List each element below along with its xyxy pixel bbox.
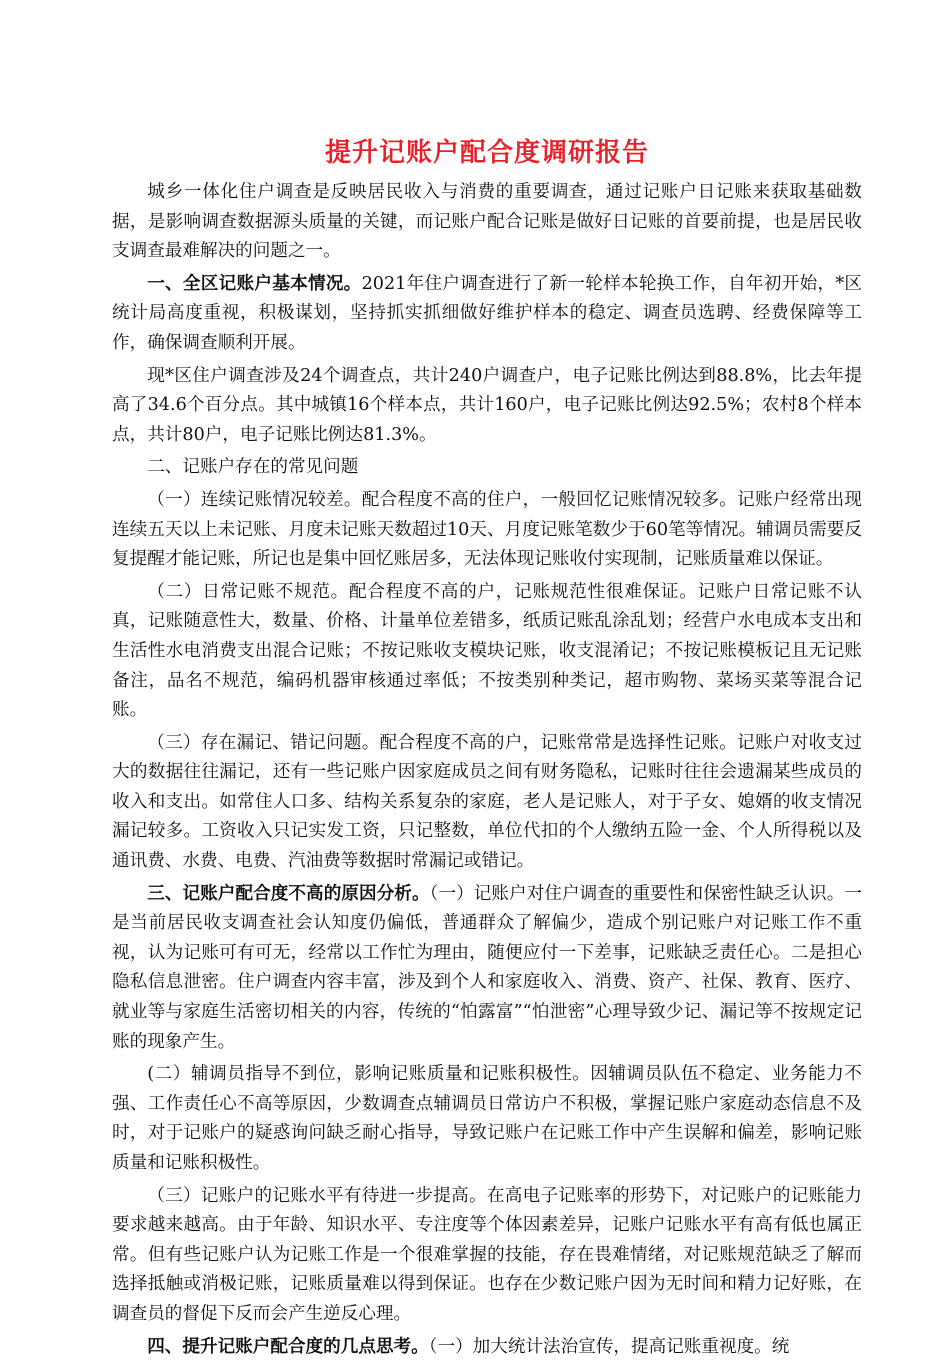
paragraph-text: （三）记账户的记账水平有待进一步提高。在高电子记账率的形势下，对记账户的记账能力要求越来越高。由于年龄、知识水平、专注度等个体因素差异，记账户记账水平有高有低也属正常。但有些记账户认为记账工作是一个很难掌握的技能，存在畏难情绪，对记账规范缺乏了解而选择抵触或消极记账，记账质量难以得到保证。也存在少数记账户因为无时间和精力记好账，在调查员的督促下反而会产生逆反心理。 [112, 1185, 862, 1324]
paragraph [112, 578, 862, 726]
document-page [112, 134, 862, 1365]
paragraph-text: 2021年住户调查进行了新一轮样本轮换工作，自年初开始，*区统计局高度重视，积极谋划，坚持抓实抓细做好维护样本的稳定、调查员选聘、经费保障等工作，确保调查顺利开展。 [112, 273, 862, 353]
section-heading: 三、记账户配合度不高的原因分析。 [147, 883, 430, 904]
paragraph-text: （一）加大统计法治宣传，提高记账重视度。统 [428, 1336, 790, 1357]
paragraph [112, 453, 862, 483]
paragraph-text: （三）存在漏记、错记问题。配合程度不高的户，记账常常是选择性记账。记账户对收支过大的数据往往漏记，还有一些记账户因家庭成员之间有财务隐私，记账时往往会遗漏某些成员的收入和支出。如常住人口多、结构关系复杂的家庭，老人是记账人，对于子女、媳婿的收支情况漏记较多。工资收入只记实发工资，只记整数，单位代扣的个人缴纳五险一金、个人所得税以及通讯费、水费、电费、汽油费等数据时常漏记或错记。 [112, 732, 862, 872]
section-heading: 四、提升记账户配合度的几点思考。 [147, 1336, 429, 1357]
section-heading: 一、全区记账户基本情况。 [147, 273, 362, 294]
paragraph [112, 1060, 862, 1178]
paragraph [112, 270, 862, 359]
paragraph [112, 1182, 862, 1330]
paragraph-text: （二）日常记账不规范。配合程度不高的户，记账规范性很难保证。记账户日常记账不认真，记账随意性大，数量、价格、计量单位差错多，纸质记账乱涂乱划；经营户水电成本支出和生活性水电消费支出混合记账；不按记账收支模块记账，收支混淆记；不按记账模板记且无记账备注，品名不规范，编码机器审核通过率低；不按类别种类记，超市购物、菜场买菜等混合记账。 [112, 581, 862, 721]
paragraph [112, 880, 862, 1058]
document-title: 提升记账户配合度调研报告 [324, 138, 649, 168]
paragraph [112, 178, 862, 267]
paragraph-text: （一）记账户对住户调查的重要性和保密性缺乏认识。一是当前居民收支调查社会认知度仍偏低，普通群众了解偏少，造成个别记账户对记账工作不重视，认为记账可有可无，经常以工作忙为理由，随便应付一下差事，记账缺乏责任心。二是担心隐私信息泄密。住户调查内容丰富，涉及到个人和家庭收入、消费、资产、社保、教育、医疗、就业等与家庭生活密切相关的内容，传统的“怕露富”“怕泄密”心理导致少记、漏记等不按规定记账的现象产生。 [112, 883, 862, 1052]
paragraph [112, 729, 862, 877]
paragraph-text: 现*区住户调查涉及24个调查点，共计240户调查户，电子记账比例达到88.8%，比去年提高了34.6个百分点。其中城镇16个样本点，共计160户，电子记账比例达92.5%；农村8个样本点，共计80户，电子记账比例达81.3%。 [112, 365, 862, 445]
paragraph-text: 二、记账户存在的常见问题 [147, 457, 359, 478]
paragraph [112, 1333, 862, 1363]
paragraph [112, 362, 862, 451]
paragraph-text: 城乡一体化住户调查是反映居民收入与消费的重要调查，通过记账户日记账来获取基础数据，是影响调查数据源头质量的关键，而记账户配合记账是做好日记账的首要前提，也是居民收支调查最难解决的问题之一。 [112, 182, 862, 262]
paragraph-text: （一）连续记账情况较差。配合程度不高的住户，一般回忆记账情况较多。记账户经常出现连续五天以上未记账、月度未记账天数超过10天、月度记账笔数少于60笔等情况。辅调员需要反复提醒才能记账，所记也是集中回忆账居多，无法体现记账收付实现制，记账质量难以保证。 [112, 489, 862, 570]
paragraph-text: (二）辅调员指导不到位，影响记账质量和记账积极性。因辅调员队伍不稳定、业务能力不强、工作责任心不高等原因，少数调查点辅调员日常访户不积极，掌握记账户家庭动态信息不及时，对于记账户的疑惑询问缺乏耐心指导，导致记账户在记账工作中产生误解和偏差，影响记账质量和记账积极性。 [112, 1064, 862, 1173]
paragraph [112, 486, 862, 575]
